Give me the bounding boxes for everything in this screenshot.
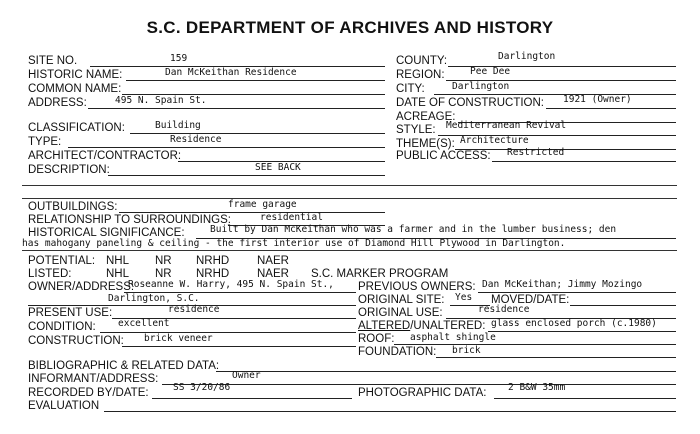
region-value: Pee Dee <box>470 66 511 77</box>
description-value: SEE BACK <box>255 162 301 173</box>
significance-text-2: has mahogany paneling & ceiling - the first interior use of Diamond Hill Plywood in Darlington. <box>22 238 566 249</box>
original-use-label: ORIGINAL USE: <box>358 307 443 319</box>
significance-text-1: Built by Dan McKeithan who was a farmer and in the lumber business; den <box>210 224 617 235</box>
recorded-by-value: SS 3/20/86 <box>173 382 231 393</box>
condition-value: excellent <box>118 318 170 329</box>
informant-label: INFORMANT/ADDRESS: <box>28 373 159 385</box>
informant-line <box>162 384 676 385</box>
outbuildings-line <box>119 212 385 213</box>
altered-line <box>488 331 676 332</box>
moved-date-label: MOVED/DATE: <box>491 294 570 306</box>
unaltered-word: /UNALTERED: <box>410 320 486 332</box>
significance-line-2 <box>22 250 677 251</box>
listed-label: LISTED: <box>28 268 72 280</box>
relationship-label: RELATIONSHIP TO SURROUNDINGS: <box>28 214 231 226</box>
type-line <box>68 147 385 148</box>
historic-name-label: HISTORIC NAME: <box>28 69 123 81</box>
potential-nhl: NHL <box>106 255 130 267</box>
condition-label: CONDITION: <box>28 321 96 333</box>
listed-naer: NAER <box>257 268 289 280</box>
classification-value: Building <box>155 120 201 131</box>
previous-owners-value: Dan McKeithan; Jimmy Mozingo <box>482 279 643 290</box>
listed-nr: NR <box>155 268 172 280</box>
potential-nr: NR <box>155 255 172 267</box>
potential-label: POTENTIAL: <box>28 255 96 267</box>
form-title: S.C. DEPARTMENT OF ARCHIVES AND HISTORY <box>146 18 554 37</box>
present-use-label: PRESENT USE: <box>28 307 113 319</box>
date-construction-line <box>546 108 676 109</box>
public-access-line <box>492 161 676 162</box>
site-no-label: SITE NO. <box>28 55 78 67</box>
previous-owners-label: PREVIOUS OWNERS: <box>358 281 476 293</box>
address-value: 495 N. Spain St. <box>115 95 207 106</box>
region-label: REGION: <box>396 69 445 81</box>
informant-value: Owner <box>232 370 261 381</box>
classification-line <box>130 133 385 134</box>
previous-owners-line <box>478 292 676 293</box>
condition-line <box>100 332 356 333</box>
present-use-value: residence <box>168 304 220 315</box>
altered-value: glass enclosed porch (c.1980) <box>491 318 657 329</box>
style-value: Mediterranean Revival <box>446 120 567 131</box>
evaluation-label: EVALUATION <box>28 400 100 412</box>
city-label: CITY: <box>396 83 425 95</box>
potential-nrhd: NRHD <box>196 255 230 267</box>
bibliographic-line <box>216 371 676 372</box>
date-construction-label: DATE OF CONSTRUCTION: <box>396 97 545 109</box>
original-use-value: residence <box>478 304 530 315</box>
description-label: DESCRIPTION: <box>28 164 110 176</box>
public-access-label: PUBLIC ACCESS: <box>396 150 491 162</box>
city-line <box>434 94 676 95</box>
themes-value: Architecture <box>460 135 529 146</box>
potential-naer: NAER <box>257 255 289 267</box>
photographic-line <box>494 398 676 399</box>
address-label: ADDRESS: <box>28 97 87 109</box>
type-value: Residence <box>170 134 222 145</box>
construction-value: brick veneer <box>144 333 213 344</box>
style-label: STYLE: <box>396 124 436 136</box>
photographic-value: 2 B&W 35mm <box>508 382 566 393</box>
listed-nhl: NHL <box>106 268 130 280</box>
outbuildings-value: frame garage <box>228 199 297 210</box>
date-construction-value: 1921 (Owner) <box>563 94 632 105</box>
recorded-by-line <box>152 398 352 399</box>
roof-line <box>394 344 676 345</box>
roof-label: ROOF: <box>358 333 395 345</box>
classification-label: CLASSIFICATION: <box>28 122 125 134</box>
evaluation-line <box>104 411 676 412</box>
altered-word: ALTERED <box>358 320 411 332</box>
foundation-label: FOUNDATION: <box>358 346 437 358</box>
roof-value: asphalt shingle <box>410 332 496 343</box>
significance-label: HISTORICAL SIGNIFICANCE: <box>28 227 185 239</box>
description-rule-1 <box>22 185 677 186</box>
description-rule-2 <box>22 198 677 199</box>
marker-program-label: S.C. MARKER PROGRAM <box>311 268 449 280</box>
relationship-value: residential <box>260 212 323 223</box>
county-value: Darlington <box>498 51 556 62</box>
outbuildings-label: OUTBUILDINGS: <box>28 201 118 213</box>
historic-name-line <box>126 80 385 81</box>
themes-label: THEME(S): <box>396 138 455 150</box>
owner-value-2: Darlington, S.C. <box>108 293 200 304</box>
foundation-value: brick <box>452 345 481 356</box>
owner-label: OWNER/ADDRESS: <box>28 281 135 293</box>
historic-name-value: Dan McKeithan Residence <box>165 67 297 78</box>
common-name-label: COMMON NAME: <box>28 83 122 95</box>
description-line <box>108 175 385 176</box>
acreage-label: ACREAGE: <box>396 111 456 123</box>
moved-date-line <box>570 305 676 306</box>
original-site-label: ORIGINAL SITE: <box>358 294 445 306</box>
type-label: TYPE: <box>28 136 62 148</box>
address-line <box>88 108 385 109</box>
original-site-value: Yes <box>455 292 473 303</box>
site-no-value: 159 <box>170 53 188 64</box>
bibliographic-label: BIBLIOGRAPHIC & RELATED DATA: <box>28 360 220 372</box>
construction-line <box>122 346 356 347</box>
public-access-value: Restricted <box>507 147 565 158</box>
foundation-line <box>436 357 676 358</box>
owner-value: Roseanne W. Harry, 495 N. Spain St., <box>128 279 334 290</box>
architect-label: ARCHITECT/CONTRACTOR: <box>28 150 182 162</box>
construction-label: CONSTRUCTION: <box>28 335 124 347</box>
photographic-label: PHOTOGRAPHIC DATA: <box>358 387 487 399</box>
recorded-by-label: RECORDED BY/DATE: <box>28 387 149 399</box>
county-label: COUNTY: <box>396 55 448 67</box>
listed-nrhd: NRHD <box>196 268 230 280</box>
city-value: Darlington <box>452 81 510 92</box>
